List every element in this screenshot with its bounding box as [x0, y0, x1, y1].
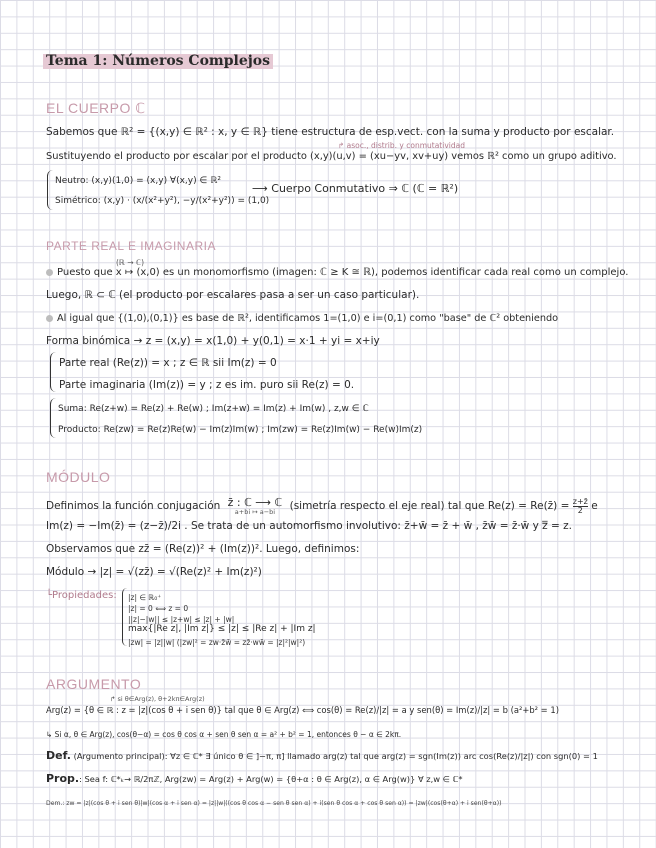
- dem-line: Dem.: zw = |z|(cos θ + i sen θ)|w|(cos α + i sen α) = |z||w|((cos θ cos α − sen θ sen α) + i(sen θ cos α + cos θ sen α)) = |zw|(cos(θ+α) + i sen(θ+α)): [46, 800, 502, 807]
- fraction: $\frac{z+z̄}{2}$: [572, 496, 588, 515]
- parte-real-line: Parte real (Re(z)) = x ; z ∈ ℝ sii Im(z) = 0: [59, 357, 277, 369]
- section-heading-modulo: MÓDULO: [46, 469, 111, 485]
- def-line: Def. (Argumento principal): ∀z ∈ ℂ* ∃ único θ ∈ ]−π, π] llamado arg(z) tal que arg(z) = sgn(Im(z)) arc cos(Re(z)/|z|) con sgn(0) = 1: [46, 749, 598, 762]
- bullet-icon: [46, 269, 53, 276]
- text-line: Im(z) = −Im(z̄) = (z−z̄)/2i . Se trata de un automorfismo involutivo: z̄+w̄ = z̄ + w̄ , z̄w̄ = z̄·w̄ y z̿ = z.: [46, 520, 572, 532]
- modulo-definition: Módulo → |z| = √(zz̄) = √(Re(z)² + Im(z)²): [46, 566, 262, 578]
- bullet-icon: [46, 315, 53, 322]
- simetrico-line: Simétrico: (x,y) · (x/(x²+y²), −y/(x²+y²)) = (1,0): [55, 196, 270, 206]
- producto-line: Producto: Re(zw) = Re(z)Re(w) − Im(z)Im(w) ; Im(zw) = Re(z)Im(w) − Re(w)Im(z): [58, 425, 423, 435]
- conjugation-map: z̄ : ℂ ⟶ ℂ a+bi ↦ a−bi: [227, 496, 283, 516]
- text-line: Definimos la función conjugación z̄ : ℂ ⟶ ℂ a+bi ↦ a−bi (simetría respecto el eje real) tal que Re(z) = Re(z̄) = $\frac{z+z̄}{2}$ e: [46, 496, 598, 516]
- property-item: |z| ∈ ℝ₀⁺: [128, 593, 162, 602]
- neutro-line: Neutro: (x,y)(1,0) = (x,y) ∀(x,y) ∈ ℝ²: [55, 176, 221, 186]
- section-heading-parte-real: PARTE REAL E IMAGINARIA: [46, 239, 216, 253]
- property-item: ||z|−|w|| ≤ |z+w| ≤ |z| + |w|: [128, 615, 235, 624]
- brace: [50, 352, 56, 392]
- text-line: Observamos que zz̄ = (Re(z))² + (Im(z))². Luego, definimos:: [46, 543, 360, 555]
- text-line: Sustituyendo el producto por escalar por el producto (x,y)(u,v) = (xu−yv, xv+uy) vemos ℝ² como un grupo aditivo.: [46, 151, 617, 162]
- text-line: ↳ Si α, θ ∈ Arg(z), cos(θ−α) = cos θ cos α + sen θ sen α = a² + b² = 1, entonces θ − α ∈ 2kπ.: [46, 730, 402, 739]
- propiedades-label: └Propiedades:: [46, 590, 117, 601]
- text-line: Sabemos que ℝ² = {(x,y) ∈ ℝ² : x, y ∈ ℝ} tiene estructura de esp.vect. con la suma y producto por escalar.: [46, 126, 615, 138]
- text-line: Luego, ℝ ⊂ ℂ (el producto por escalares pasa a ser un caso particular).: [46, 289, 420, 301]
- property-item: max{|Re z|, |Im z|} ≤ |z| ≤ |Re z| + |Im z|: [128, 624, 316, 634]
- page-title: Tema 1: Números Complejos: [43, 54, 273, 69]
- annotation-map: (ℝ → ℂ): [116, 258, 145, 267]
- annotation-conmutatividad: ↱ asoc., distrib. y conmutatividad: [338, 141, 465, 150]
- text-line: Puesto que x ↦ (x,0) es un monomorfismo (imagen: ℂ ≥ K ≅ ℝ), podemos identificar cada real como un complejo.: [46, 266, 628, 279]
- section-heading-cuerpo: EL CUERPO ℂ: [46, 100, 146, 116]
- brace: [47, 170, 53, 210]
- annotation-arg: ↱ si θ∈Arg(z), θ+2kπ∈Arg(z): [110, 695, 205, 703]
- property-item: |z| = 0 ⟺ z = 0: [128, 604, 189, 613]
- parte-imaginaria-line: Parte imaginaria (Im(z)) = y ; z es im. puro sii Re(z) = 0.: [59, 379, 355, 391]
- property-item: |zw| = |z||w| (|zw|² = zw·z̄w̄ = zz̄·ww̄ = |z|²|w|²): [128, 638, 306, 647]
- text-line: Al igual que {(1,0),(0,1)} es base de ℝ², identificamos 1=(1,0) e i=(0,1) como "base" de ℂ² obteniendo: [46, 312, 558, 325]
- forma-binomica: Forma binómica → z = (x,y) = x(1,0) + y(0,1) = x·1 + yi = x+iy: [46, 335, 380, 347]
- brace: [122, 588, 127, 646]
- cuerpo-conmutativo: ⟶ Cuerpo Conmutativo ⇒ ℂ (ℂ = ℝ²): [252, 182, 459, 195]
- section-heading-argumento: ARGUMENTO: [46, 676, 142, 692]
- suma-line: Suma: Re(z+w) = Re(z) + Re(w) ; Im(z+w) = Im(z) + Im(w) , z,w ∈ ℂ: [58, 404, 369, 414]
- arg-definition: Arg(z) = {θ ∈ ℝ : z = |z|(cos θ + i sen θ)} tal que θ ∈ Arg(z) ⟺ cos(θ) = Re(z)/|z| = a y sen(θ) = Im(z)/|z| = b (a²+b² = 1): [46, 705, 559, 715]
- prop-line: Prop.: Sea f: ℂ*ₖ→ ℝ/2πℤ, Arg(zw) = Arg(z) + Arg(w) = {θ+α : θ ∈ Arg(z), α ∈ Arg(w)} ∀ z,w ∈ ℂ*: [46, 772, 463, 785]
- brace: [50, 398, 56, 438]
